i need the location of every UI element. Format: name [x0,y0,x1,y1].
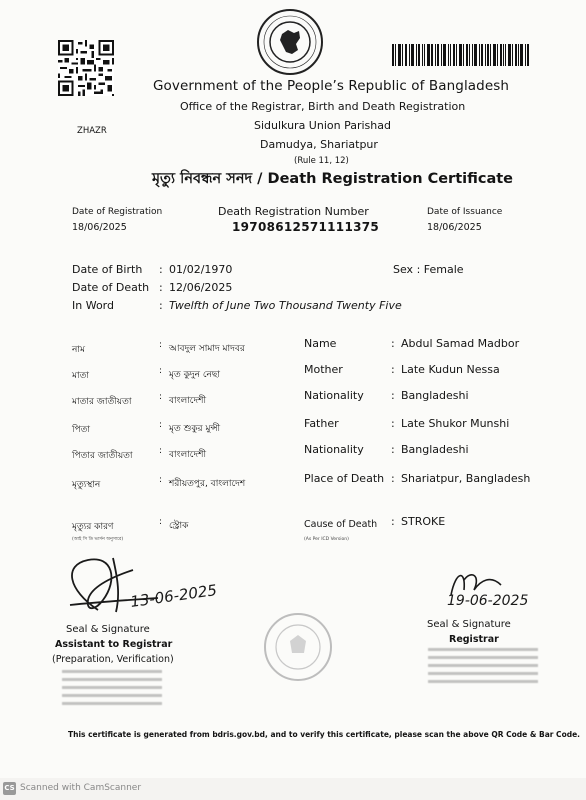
colon: : [391,389,395,402]
en-label-father-nationality: Nationality [304,443,364,456]
sex-value: Female [423,263,464,276]
bn-label-father: পিতা [72,425,91,435]
bn-value-father-nationality: বাংলাদেশী [169,450,207,460]
colon: : [391,515,395,528]
bn-label-father-nationality: পিতার জাতীয়তা [72,451,133,461]
colon: : [391,417,395,430]
bn-value-father: মৃত শুকুর মুন্সী [169,424,221,434]
colon: : [159,263,163,276]
assistant-role: Assistant to Registrar [55,639,173,650]
en-value-father: Late Shukor Munshi [401,417,510,430]
colon: : [159,517,163,527]
en-label-place-of-death: Place of Death [304,472,385,485]
en-value-mother-nationality: Bangladeshi [401,389,469,402]
birth-date-value: 01/02/1970 [169,263,233,276]
qr-code-icon [58,40,114,96]
footer-note: This certificate is generated from bdris.gov.bd, and to verify this certificate, please scan the above QR Code & Bar Code. [68,730,581,739]
bn-value-place-of-death: শরীয়তপুর, বাংলাদেশ [169,479,246,489]
registration-number-label: Death Registration Number [218,205,369,218]
place-line: Damudya, Shariatpur [260,138,378,151]
colon: : [416,263,421,276]
en-value-place-of-death: Shariatpur, Bangladesh [401,472,531,485]
bn-value-cause-of-death: স্ট্রোক [169,521,189,531]
camscanner-watermark: Scanned with CamScanner [20,783,142,793]
registration-number-value: 19708612571111375 [232,220,380,234]
right-seal-label: Seal & Signature [427,619,511,630]
en-label-mother: Mother [304,363,343,376]
sex-label: Sex [393,263,414,276]
colon: : [159,475,163,485]
government-seal-icon [256,8,324,76]
en-value-mother: Late Kudun Nessa [401,363,500,376]
en-label-name: Name [304,337,337,350]
union-parishad-seal-icon [262,611,334,683]
registrar-signature-date: 19-06-2025 [447,593,529,609]
government-line: Government of the People’s Republic of Bangladesh [153,78,510,94]
issuance-date-value: 18/06/2025 [427,222,482,233]
bn-value-name: আবদুল সামাদ মাদবর [169,344,245,354]
en-value-name: Abdul Samad Madbor [401,337,520,350]
colon: : [159,366,163,376]
issuance-date-label: Date of Issuance [427,207,503,217]
sex-field [393,263,464,276]
bn-value-mother-nationality: বাংলাদেশী [169,396,207,406]
death-date-value: 12/06/2025 [169,281,233,294]
assistant-signature-date: 13-06-2025 [129,581,219,611]
colon: : [159,392,163,402]
death-date-label: Date of Death [72,281,150,294]
birth-date-label: Date of Birth [72,263,143,276]
rule-line: (Rule 11, 12) [294,156,349,166]
en-cause-note: (As Per ICD Version) [304,537,349,542]
in-word-label: In Word [72,299,114,312]
assistant-role-sub: (Preparation, Verification) [52,654,174,665]
colon: : [159,420,163,430]
colon: : [391,472,395,485]
assistant-signature-icon [58,550,178,620]
in-word-value: Twelfth of June Two Thousand Twenty Five [169,299,402,312]
bn-label-mother-nationality: মাতার জাতীয়তা [72,397,132,407]
barcode-icon [392,44,530,66]
bn-cause-note: (আই সি ডি ভার্সন অনুসারে) [72,537,124,542]
bn-label-mother: মাতা [72,371,89,381]
registrar-stamp-blurred [428,648,538,688]
colon: : [391,363,395,376]
camscanner-badge: CS [3,782,16,795]
office-line: Office of the Registrar, Birth and Death Registration [180,100,466,113]
left-seal-label: Seal & Signature [66,624,150,635]
en-value-father-nationality: Bangladeshi [401,443,469,456]
en-label-mother-nationality: Nationality [304,389,364,402]
registrar-role: Registrar [449,634,499,645]
en-label-cause-of-death: Cause of Death [304,519,378,530]
colon: : [159,340,163,350]
bn-label-place-of-death: মৃত্যুস্থান [72,480,101,490]
title-english: Death Registration Certificate [267,171,514,187]
document-title [152,168,513,192]
bn-label-cause-of-death: মৃত্যুর কারণ [72,522,114,532]
assistant-stamp-blurred [62,670,162,710]
title-bangla: মৃত্যু নিবন্ধন সনদ / [152,171,263,187]
registration-date-value: 18/06/2025 [72,222,127,233]
en-value-cause-of-death: STROKE [401,515,446,528]
union-line: Sidulkura Union Parishad [254,119,391,132]
colon: : [391,337,395,350]
colon: : [159,299,163,312]
qr-caption: ZHAZR [77,126,107,136]
colon: : [159,446,163,456]
colon: : [159,281,163,294]
colon: : [391,443,395,456]
registration-date-label: Date of Registration [72,207,163,217]
bn-label-name: নাম [72,345,85,355]
en-label-father: Father [304,417,339,430]
bn-value-mother: মৃত কুদুন নেছা [169,370,220,380]
